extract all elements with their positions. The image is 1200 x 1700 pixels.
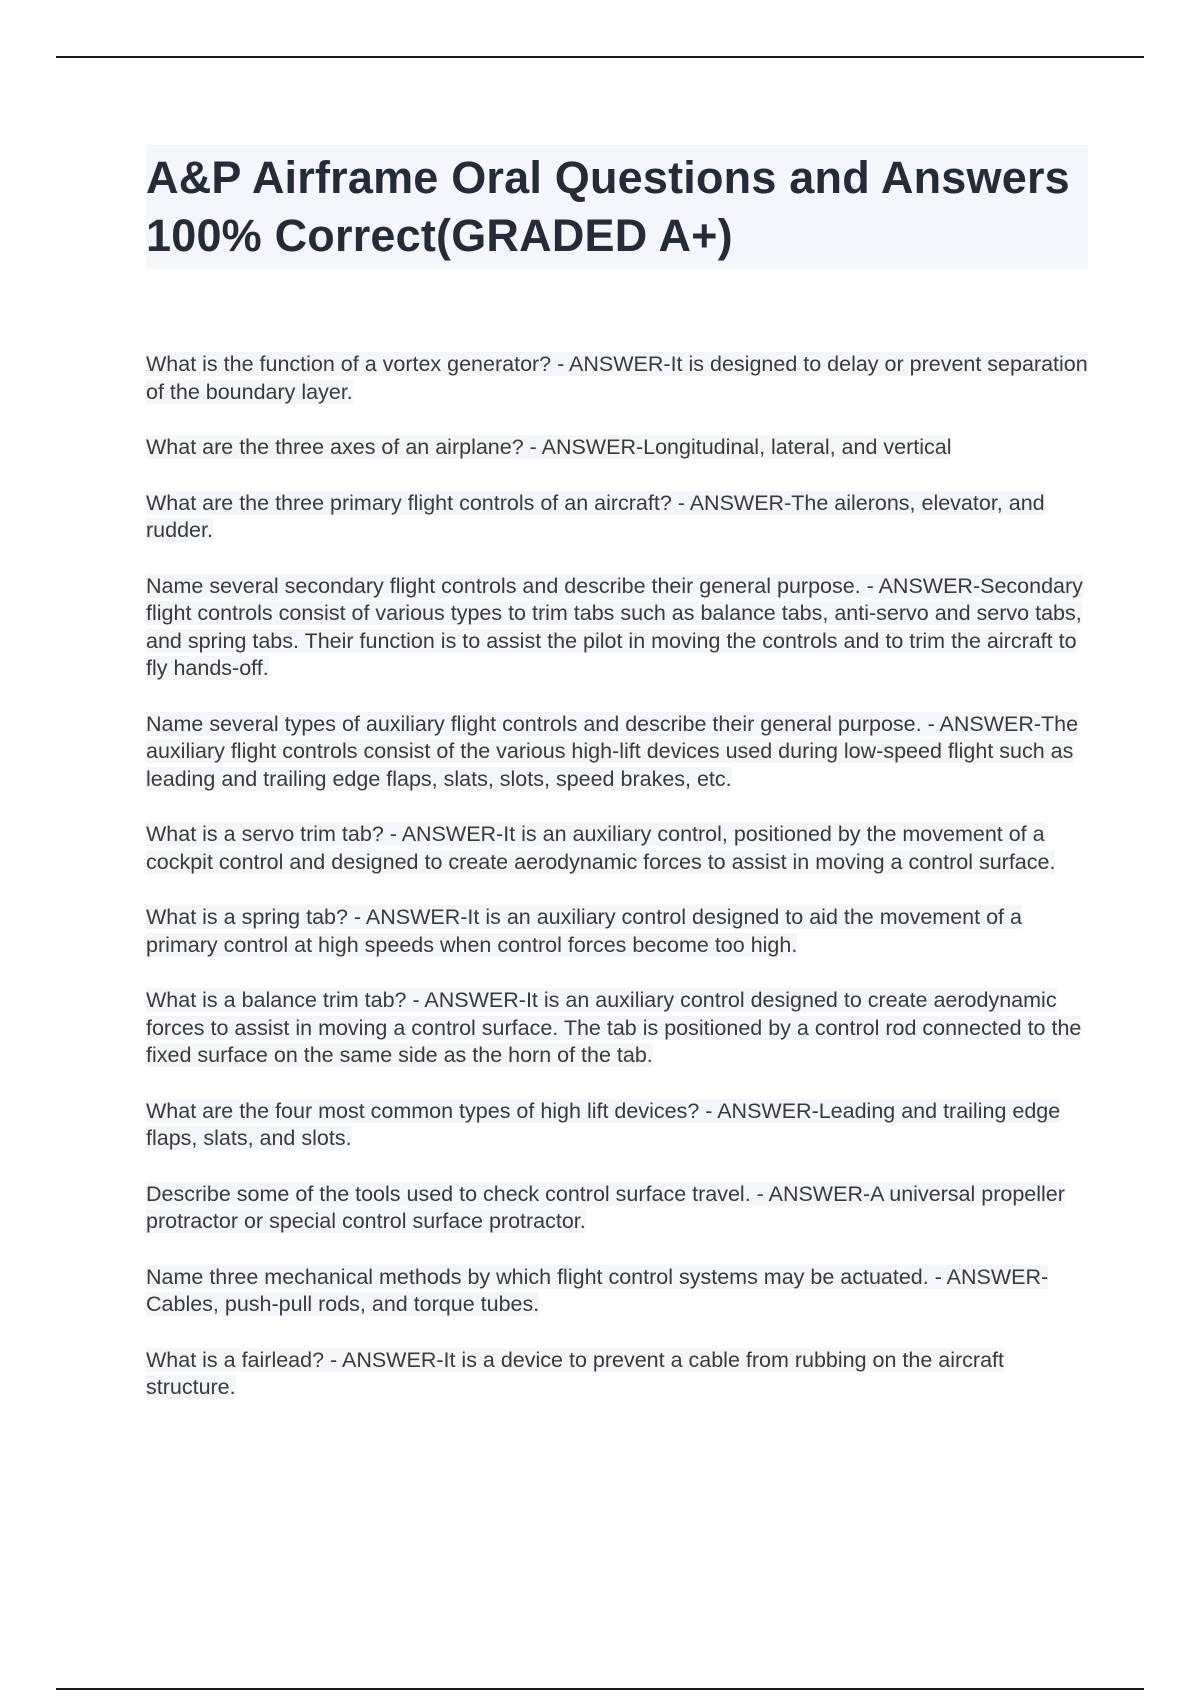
qa-text: Name three mechanical methods by which flight control systems may be actuated. - ANSWER-Cables, push-pull rods, and torque tubes.	[146, 1264, 1049, 1316]
qa-list	[146, 351, 1088, 1402]
qa-text: What is a balance trim tab? - ANSWER-It is an auxiliary control designed to create aerodynamic forces to assist in moving a control surface. The tab is positioned by a control rod connected to the fixed surface on the same side as the horn of the tab.	[146, 988, 1082, 1067]
bottom-rule	[56, 1688, 1144, 1690]
qa-text: Name several secondary flight controls and describe their general purpose. - ANSWER-Secondary flight controls consist of various types to trim tabs such as balance tabs, anti-servo and servo tabs, and spring tabs. Their function is to assist the pilot in moving the controls and to trim the aircraft to fly hands-off.	[146, 573, 1083, 680]
qa-item	[146, 711, 1088, 794]
top-rule	[56, 56, 1144, 58]
qa-item	[146, 1098, 1088, 1153]
qa-item	[146, 987, 1088, 1070]
qa-item	[146, 490, 1088, 545]
document-body	[146, 145, 1088, 1430]
qa-text: What are the three primary flight controls of an aircraft? - ANSWER-The ailerons, elevator, and rudder.	[146, 490, 1045, 542]
qa-item	[146, 1264, 1088, 1319]
qa-text: What is a servo trim tab? - ANSWER-It is an auxiliary control, positioned by the movement of a cockpit control and designed to create aerodynamic forces to assist in moving a control surface.	[146, 822, 1056, 874]
qa-text: Name several types of auxiliary flight controls and describe their general purpose. - ANSWER-The auxiliary flight controls consist of the various high-lift devices used during low-speed flight such as leading and trailing edge flaps, slats, slots, speed brakes, etc.	[146, 711, 1079, 791]
qa-item	[146, 573, 1088, 683]
qa-item	[146, 1347, 1088, 1402]
qa-item	[146, 351, 1088, 406]
qa-text: What are the three axes of an airplane? - ANSWER-Longitudinal, lateral, and vertical	[146, 435, 952, 459]
qa-item	[146, 434, 1088, 462]
qa-item	[146, 904, 1088, 959]
title-block	[146, 145, 1088, 269]
qa-text: What is a spring tab? - ANSWER-It is an auxiliary control designed to aid the movement of a primary control at high speeds when control forces become too high.	[146, 905, 1022, 957]
qa-text: What is the function of a vortex generator? - ANSWER-It is designed to delay or prevent separation of the boundary layer.	[146, 352, 1088, 404]
qa-text: What is a fairlead? - ANSWER-It is a device to prevent a cable from rubbing on the aircraft structure.	[146, 1347, 1004, 1399]
qa-text: Describe some of the tools used to check control surface travel. - ANSWER-A universal propeller protractor or special control surface protractor.	[146, 1181, 1065, 1233]
qa-text: What are the four most common types of high lift devices? - ANSWER-Leading and trailing edge flaps, slats, and slots.	[146, 1098, 1061, 1150]
qa-item	[146, 821, 1088, 876]
document-title: A&P Airframe Oral Questions and Answers 100% Correct(GRADED A+)	[146, 152, 1070, 261]
qa-item	[146, 1181, 1088, 1236]
